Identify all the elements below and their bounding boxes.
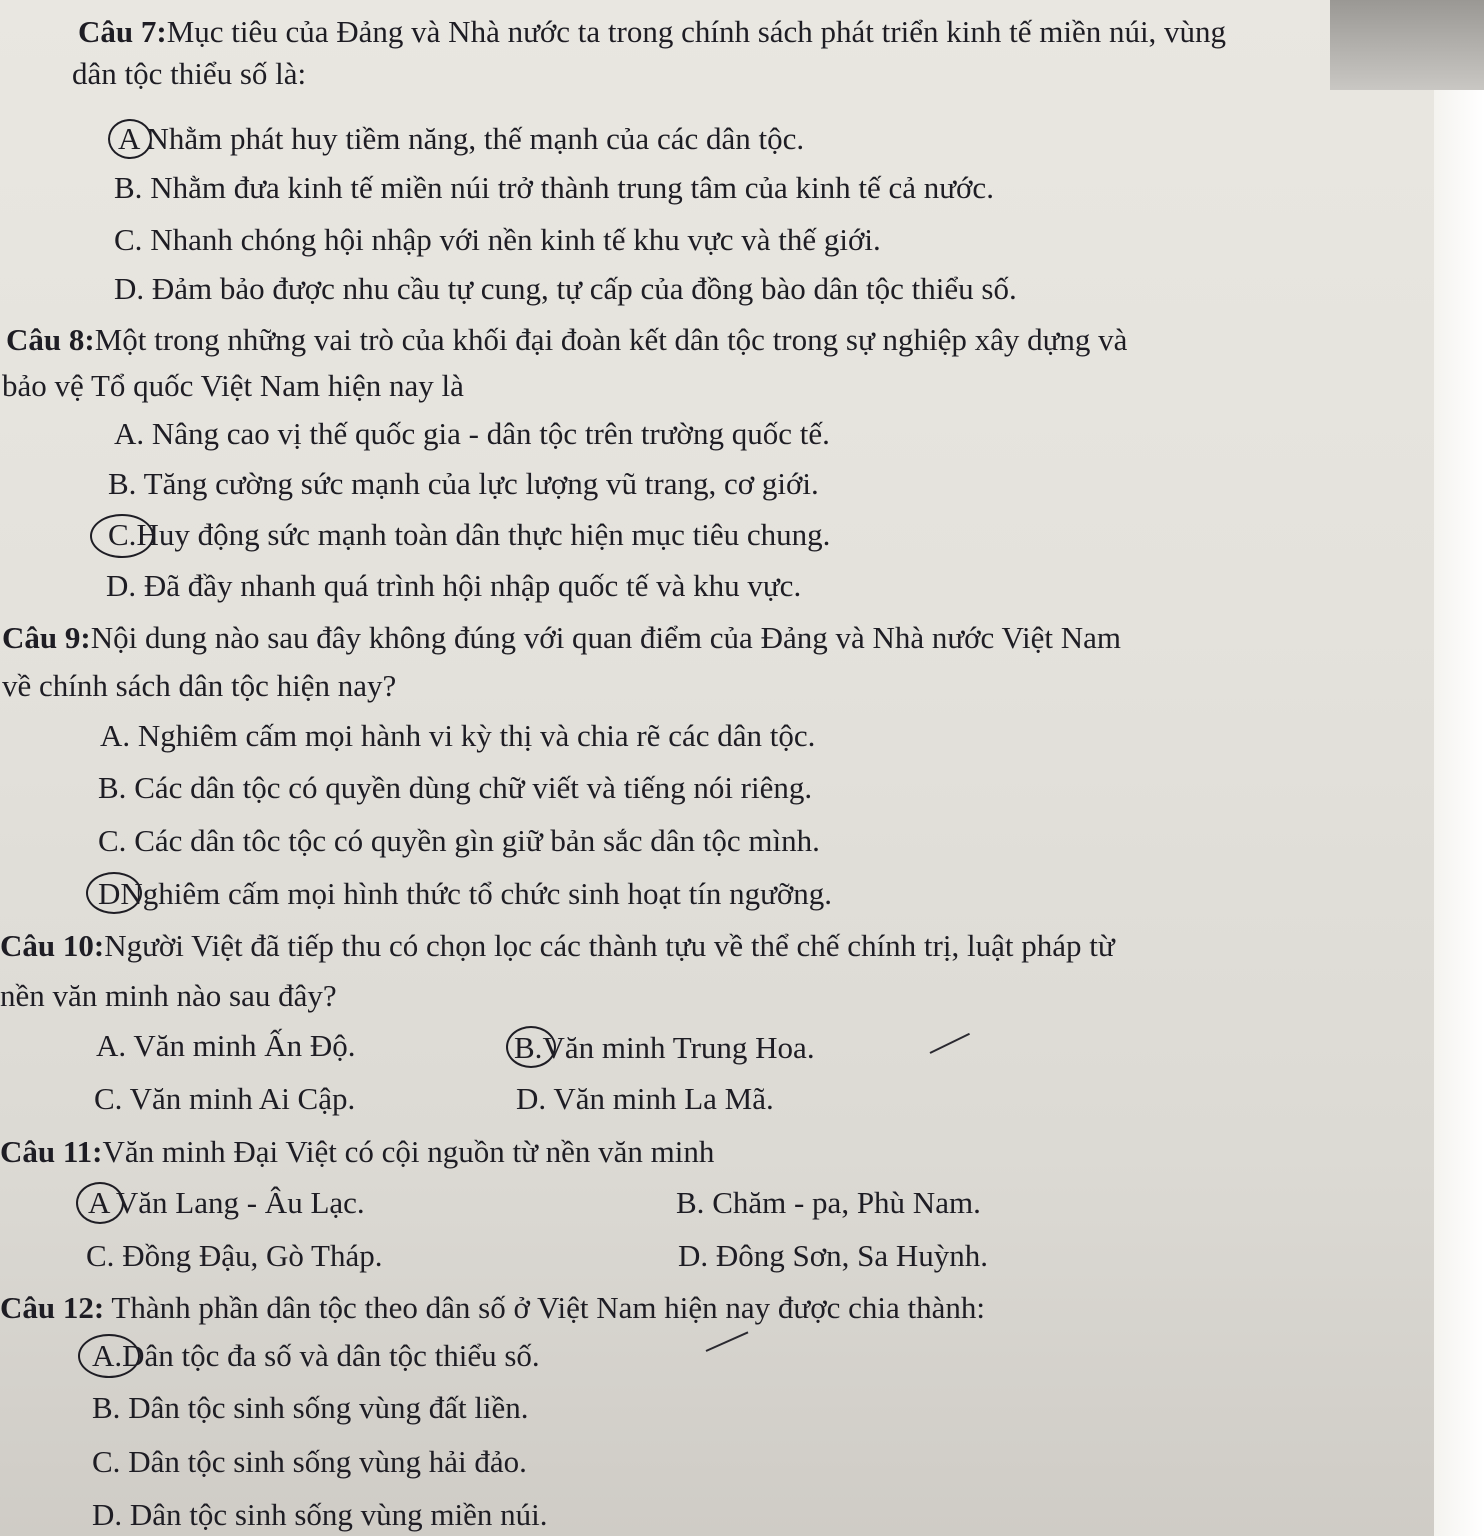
- question-12-stem-line-1: Câu 12: Thành phần dân tộc theo dân số ở Việt Nam hiện nay được chia thành:: [0, 1290, 985, 1325]
- question-9-label: Câu 9:: [2, 620, 91, 655]
- question-8-option-a: A. Nâng cao vị thế quốc gia - dân tộc trên trường quốc tế.: [114, 416, 830, 451]
- question-7-stem-line-2: dân tộc thiểu số là:: [72, 56, 307, 91]
- question-10-stem-line-1: Câu 10:Người Việt đã tiếp thu có chọn lọc các thành tựu về thể chế chính trị, luật pháp từ: [0, 928, 1115, 963]
- question-10-stem-line-2: nền văn minh nào sau đây?: [0, 978, 337, 1013]
- question-11-label: Câu 11:: [0, 1134, 103, 1169]
- question-9-stem-line-2: về chính sách dân tộc hiện nay?: [2, 668, 397, 703]
- question-9-option-d: DNghiêm cấm mọi hình thức tổ chức sinh hoạt tín ngưỡng.: [98, 876, 833, 911]
- question-11-option-c: C. Đồng Đậu, Gò Tháp.: [86, 1238, 383, 1273]
- question-10-option-b: B.Văn minh Trung Hoa.: [514, 1030, 815, 1065]
- question-12-option-d: D. Dân tộc sinh sống vùng miền núi.: [92, 1497, 548, 1532]
- question-12-label: Câu 12:: [0, 1290, 105, 1325]
- question-12-option-b: B. Dân tộc sinh sống vùng đất liền.: [92, 1390, 529, 1425]
- question-9-option-a: A. Nghiêm cấm mọi hành vi kỳ thị và chia rẽ các dân tộc.: [100, 718, 816, 753]
- question-8-stem-line-1: Câu 8:Một trong những vai trò của khối đại đoàn kết dân tộc trong sự nghiệp xây dựng và: [6, 322, 1128, 357]
- question-8-stem-line-2: bảo vệ Tổ quốc Việt Nam hiện nay là: [2, 368, 464, 403]
- question-7-stem-line-1: Câu 7:Mục tiêu của Đảng và Nhà nước ta trong chính sách phát triển kinh tế miền núi, vùng: [78, 14, 1227, 49]
- question-7-label: Câu 7:: [78, 14, 167, 49]
- question-10-option-d: D. Văn minh La Mã.: [516, 1081, 774, 1116]
- page-margin: [1434, 90, 1484, 1536]
- question-8-option-c: C.Huy động sức mạnh toàn dân thực hiện mục tiêu chung.: [108, 517, 831, 552]
- shadow-region: [1330, 0, 1484, 90]
- question-8-option-b: B. Tăng cường sức mạnh của lực lượng vũ trang, cơ giới.: [108, 466, 819, 501]
- question-8-option-d: D. Đã đầy nhanh quá trình hội nhập quốc tế và khu vực.: [106, 568, 802, 603]
- question-7-option-c: C. Nhanh chóng hội nhập với nền kinh tế khu vực và thế giới.: [114, 222, 881, 257]
- question-12-option-a: A.Dân tộc đa số và dân tộc thiểu số.: [92, 1338, 540, 1373]
- question-9-option-c: C. Các dân tôc tộc có quyền gìn giữ bản sắc dân tộc mình.: [98, 823, 820, 858]
- question-7-option-d: D. Đảm bảo được nhu cầu tự cung, tự cấp của đồng bào dân tộc thiểu số.: [114, 271, 1017, 306]
- question-10-option-a: A. Văn minh Ấn Độ.: [96, 1028, 356, 1063]
- question-8-label: Câu 8:: [6, 322, 95, 357]
- question-7-option-a: A Nhằm phát huy tiềm năng, thế mạnh của các dân tộc.: [118, 121, 805, 156]
- question-11-stem-line-1: Câu 11:Văn minh Đại Việt có cội nguồn từ nền văn minh: [0, 1134, 715, 1169]
- question-10-label: Câu 10:: [0, 928, 105, 963]
- question-9-option-b: B. Các dân tộc có quyền dùng chữ viết và tiếng nói riêng.: [98, 770, 813, 805]
- question-11-option-a: A Văn Lang - Âu Lạc.: [88, 1185, 365, 1220]
- question-11-option-d: D. Đông Sơn, Sa Huỳnh.: [678, 1238, 989, 1273]
- question-12-option-c: C. Dân tộc sinh sống vùng hải đảo.: [92, 1444, 527, 1479]
- question-9-stem-line-1: Câu 9:Nội dung nào sau đây không đúng với quan điểm của Đảng và Nhà nước Việt Nam: [2, 620, 1122, 655]
- question-7-option-b: B. Nhằm đưa kinh tế miền núi trở thành trung tâm của kinh tế cả nước.: [114, 170, 994, 205]
- question-11-option-b: B. Chăm - pa, Phù Nam.: [676, 1185, 981, 1220]
- question-10-option-c: C. Văn minh Ai Cập.: [94, 1081, 356, 1116]
